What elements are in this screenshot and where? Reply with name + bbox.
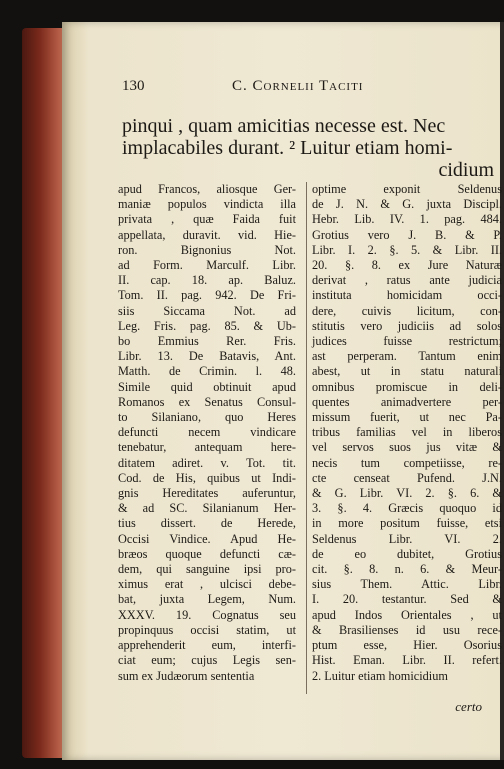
footnote-line: 3. §. 4. Græcis quoquo id — [312, 501, 502, 516]
footnote-line: bræos quoque defuncti cæ- — [118, 546, 296, 561]
footnote-line: tribus familias vel in liberos — [312, 425, 502, 440]
footnote-line: de J. N. & G. juxta Discipl. — [312, 197, 502, 212]
footnote-line: 2. Luitur etiam homicidium — [312, 668, 448, 683]
footnote-line: stitutis vero judiciis ad solos — [312, 318, 502, 333]
footnote-line: apprehenderit eum, interfi- — [118, 638, 296, 653]
footnote-line: privata , quæ Faida fuit — [118, 212, 296, 227]
footnote-line: Grotius vero J. B. & P. — [312, 227, 502, 242]
footnote-line: defuncti necem vindicare — [118, 425, 296, 440]
main-text — [122, 115, 494, 181]
running-title: C. Cornelii Taciti — [232, 78, 364, 94]
running-head — [122, 78, 482, 98]
footnote-line: Leg. Fris. pag. 85. & Ub- — [118, 318, 296, 333]
footnote-line: ron. Bignonius Not. — [118, 242, 296, 257]
footnote-line: Seldenus Libr. VI. 2. — [312, 531, 502, 546]
footnote-line: de eo dubitet, Grotius — [312, 546, 502, 561]
footnote-line: Tom. II. pag. 942. De Fri- — [118, 288, 296, 303]
footnote-line: ciat eum; cujus Legis sen- — [118, 653, 296, 668]
footnote-line: Matth. de Crimin. l. 48. — [118, 364, 296, 379]
footnote-line: dere, cuivis licitum, con- — [312, 303, 502, 318]
main-text-line: cidium — [438, 159, 494, 181]
footnote-line: cte censeat Pufend. J.N. — [312, 470, 502, 485]
footnote-line: to Silaniano, quo Heres — [118, 410, 296, 425]
footnote-line: quentes animadvertere per- — [312, 394, 502, 409]
footnote-line: apud Francos, aliosque Ger- — [118, 182, 296, 196]
footnote-line: instituta homicidam occi- — [312, 288, 502, 303]
book-page — [62, 22, 504, 760]
footnote-line: siis Siccama Not. ad — [118, 303, 296, 318]
footnote-right-column — [306, 182, 502, 694]
main-text-line: implacabiles durant. ² Luitur etiam homi- — [122, 137, 453, 159]
footnote-line: & Brasilienses id usu rece- — [312, 622, 502, 637]
main-text-line: pinqui , quam amicitias necesse est. Nec — [122, 115, 446, 137]
footnote-line: vel servos suos jus vitæ & — [312, 440, 502, 455]
footnote-line: sum ex Judæorum sententia — [118, 668, 255, 683]
footnote-line: II. cap. 18. ap. Baluz. — [118, 273, 296, 288]
footnote-line: ditatem adiret. v. Tot. tit. — [118, 455, 296, 470]
footnote-line: in more positum fuisse, etsi — [312, 516, 502, 531]
footnote-line: maniæ populos vindicta illa — [118, 197, 296, 212]
footnote-line: bat, juxta Legem, Num. — [118, 592, 296, 607]
footnote-line: derivat , ratus ante judicia — [312, 273, 502, 288]
footnote-line: Simile quid obtinuit apud — [118, 379, 296, 394]
footnote-line: Hist. Eman. Libr. II. refert. — [312, 653, 502, 668]
footnote-line: optime exponit Seldenus — [312, 182, 502, 196]
footnote-line: sius Them. Attic. Libr. — [312, 577, 502, 592]
footnote-line: cit. §. 8. n. 6. & Meur- — [312, 562, 502, 577]
footnote-line: XXXV. 19. Cognatus seu — [118, 607, 296, 622]
footnote-line: I. 20. testantur. Sed & — [312, 592, 502, 607]
footnote-line: Libr. I. 2. §. 5. & Libr. II. — [312, 242, 502, 257]
footnote-line: Occisi Vindice. Apud He- — [118, 531, 296, 546]
footnote-line: Romanos ex Senatus Consul- — [118, 394, 296, 409]
footnote-line: dem, qui sanguine ipsi pro- — [118, 562, 296, 577]
footnote-line: Libr. 13. De Batavis, Ant. — [118, 349, 296, 364]
footnote-line: apud Indos Orientales , ut — [312, 607, 502, 622]
footnote-line: & ad SC. Silanianum Her- — [118, 501, 296, 516]
footnote-line: ast perperam. Tantum enim — [312, 349, 502, 364]
footnote-line: propinquus occisi statim, ut — [118, 622, 296, 637]
footnote-line: tenebatur, antequam here- — [118, 440, 296, 455]
footnote-line: judices fuisse restrictum; — [312, 334, 502, 349]
footnote-line: bo Emmius Rer. Fris. — [118, 334, 296, 349]
catchword: certo — [455, 699, 482, 714]
footnote-line: 20. §. 8. ex Jure Naturæ — [312, 258, 502, 273]
footnote-line: ad Form. Marculf. Libr. — [118, 258, 296, 273]
footnote-line: appellata, duravit. vid. Hie- — [118, 227, 296, 242]
footnote-line: abest, ut in statu naturali — [312, 364, 502, 379]
footnote-line: tius dissert. de Herede, — [118, 516, 296, 531]
footnote-line: omnibus promiscue in deli- — [312, 379, 502, 394]
page-number: 130 — [122, 78, 145, 94]
footnote-line: Cod. de His, quibus ut Indi- — [118, 470, 296, 485]
footnote-line: necis tum competiisse, re- — [312, 455, 502, 470]
footnote-line: ximus erat , ulcisci debe- — [118, 577, 296, 592]
footnote-line: gnis Hereditates auferuntur, — [118, 486, 296, 501]
footnote-line: ptum esse, Hier. Osorius — [312, 638, 502, 653]
footnote-line: missum fuerit, ut nec Pa- — [312, 410, 502, 425]
footnote-line: & G. Libr. VI. 2. §. 6. & — [312, 486, 502, 501]
footnote-left-column — [118, 182, 296, 684]
footnote-line: Hebr. Lib. IV. 1. pag. 484. — [312, 212, 502, 227]
